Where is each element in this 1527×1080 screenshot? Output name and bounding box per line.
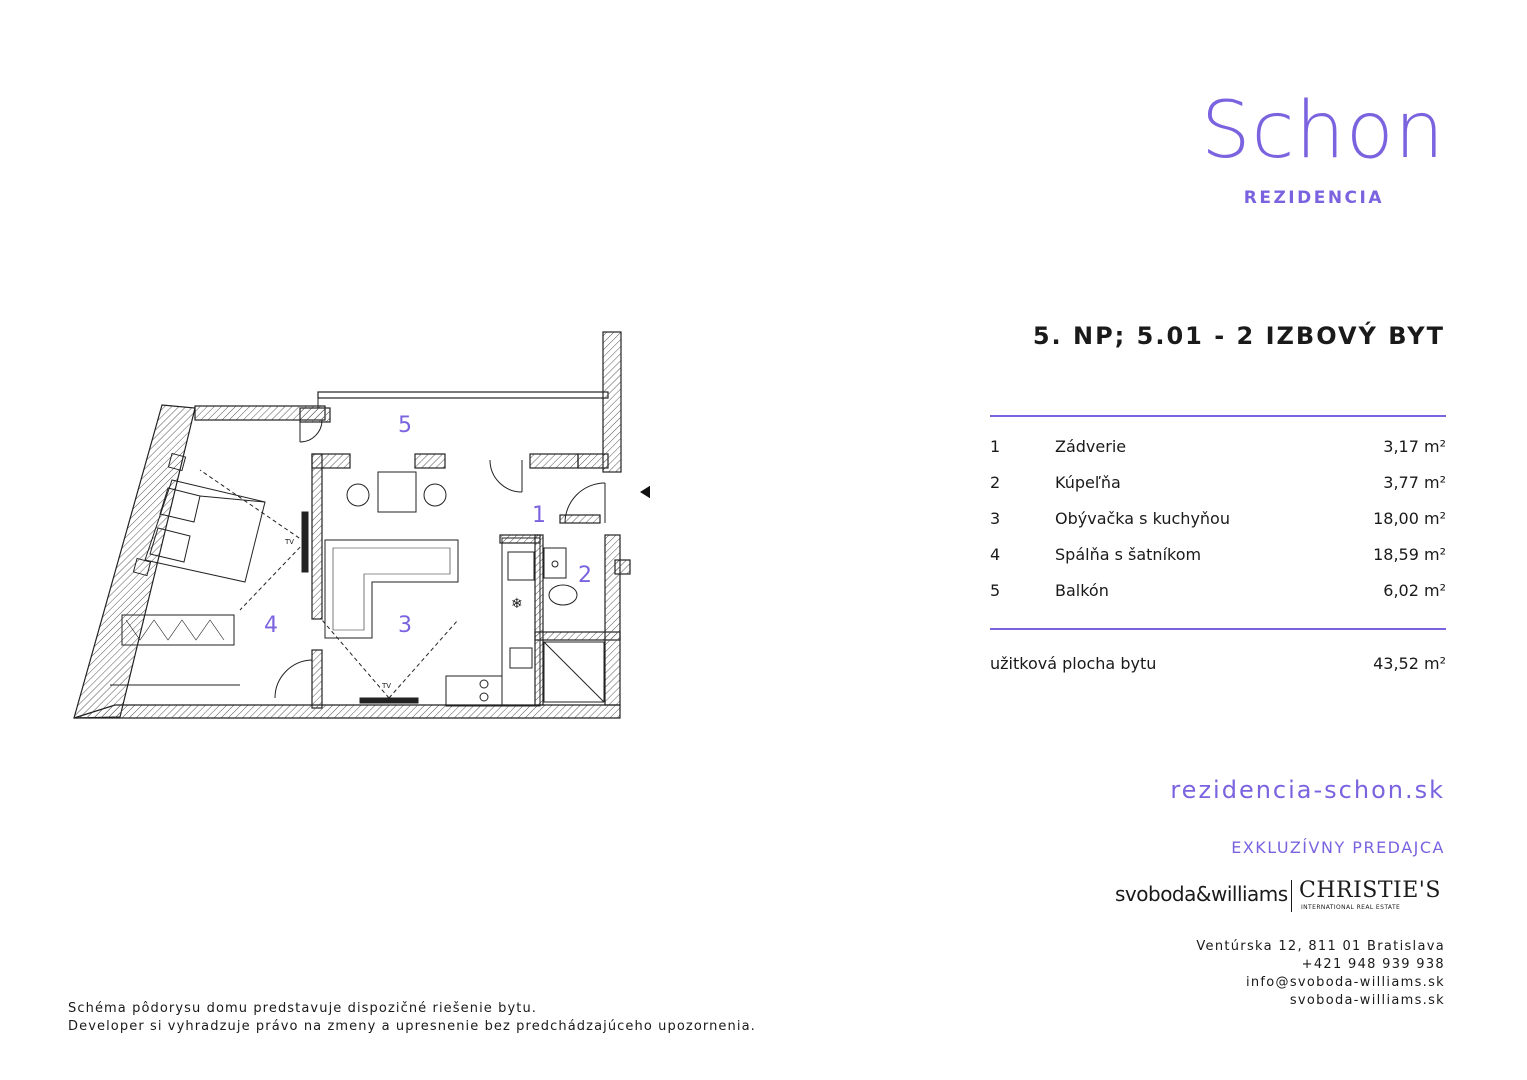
room-label-4: 4 <box>264 613 278 638</box>
room-name: Kúpeľňa <box>1055 473 1121 492</box>
brand-logo: Schon <box>1201 86 1445 176</box>
room-name: Zádverie <box>1055 437 1127 456</box>
agency-name-left: svoboda&williams <box>1115 882 1288 906</box>
apartment-title: 5. NP; 5.01 - 2 IZBOVÝ BYT <box>1032 322 1445 350</box>
exclusive-seller-label: EXKLUZÍVNY PREDAJCA <box>1231 838 1445 857</box>
room-label-5: 5 <box>398 413 412 438</box>
contact-web[interactable]: svoboda-williams.sk <box>1289 993 1445 1008</box>
balcony-outline <box>300 398 603 442</box>
floor-plan <box>60 320 650 740</box>
room-row <box>990 545 1446 571</box>
room-name: Spálňa s šatníkom <box>1055 545 1202 564</box>
footnote-line-1: Schéma pôdorysu domu predstavuje dispozičné riešenie bytu. <box>68 1001 538 1016</box>
freezer-icon: ❄ <box>511 596 523 612</box>
room-name: Balkón <box>1055 581 1109 600</box>
room-row <box>990 509 1446 535</box>
floor-plan-walls <box>74 332 630 718</box>
website-link[interactable]: rezidencia-schon.sk <box>1170 776 1445 804</box>
room-row <box>990 581 1446 607</box>
agency-logo <box>1115 876 1445 916</box>
total-label: užitková plocha bytu <box>990 654 1157 673</box>
tv-label-living: TV <box>382 682 392 690</box>
entrance-arrow-icon <box>640 482 650 502</box>
room-label-1: 1 <box>532 503 546 528</box>
room-row <box>990 473 1446 499</box>
contact-phone[interactable]: +421 948 939 938 <box>1301 957 1445 972</box>
contact-address: Ventúrska 12, 811 01 Bratislava <box>1196 939 1445 954</box>
room-number: 5 <box>990 581 1001 600</box>
footnote-line-2: Developer si vyhradzuje právo na zmeny a upresnenie bez predchádzajúceho upozornenia. <box>68 1019 756 1034</box>
room-label-3: 3 <box>398 613 412 638</box>
table-divider-top <box>990 415 1446 417</box>
room-area: 6,02 m² <box>1383 581 1446 600</box>
room-number: 3 <box>990 509 1001 528</box>
room-name: Obývačka s kuchyňou <box>1055 509 1230 528</box>
room-area: 3,17 m² <box>1383 437 1446 456</box>
room-area: 18,59 m² <box>1373 545 1446 564</box>
living-furniture <box>322 460 540 706</box>
agency-name-right-sub: INTERNATIONAL REAL ESTATE <box>1301 904 1401 911</box>
tv-label-bedroom: TV <box>285 538 295 546</box>
room-number: 2 <box>990 473 1001 492</box>
table-divider-bottom <box>990 628 1446 630</box>
room-number: 4 <box>990 545 1001 564</box>
total-area: 43,52 m² <box>1373 654 1446 673</box>
contact-email[interactable]: info@svoboda-williams.sk <box>1245 975 1445 990</box>
room-number: 1 <box>990 437 1001 456</box>
room-row <box>990 437 1446 463</box>
room-area: 3,77 m² <box>1383 473 1446 492</box>
room-area: 18,00 m² <box>1373 509 1446 528</box>
agency-name-right: CHRISTIE'S <box>1299 878 1441 903</box>
agency-divider <box>1291 880 1292 912</box>
room-label-2: 2 <box>578 563 592 588</box>
brand-subtitle: REZIDENCIA <box>1243 188 1384 208</box>
